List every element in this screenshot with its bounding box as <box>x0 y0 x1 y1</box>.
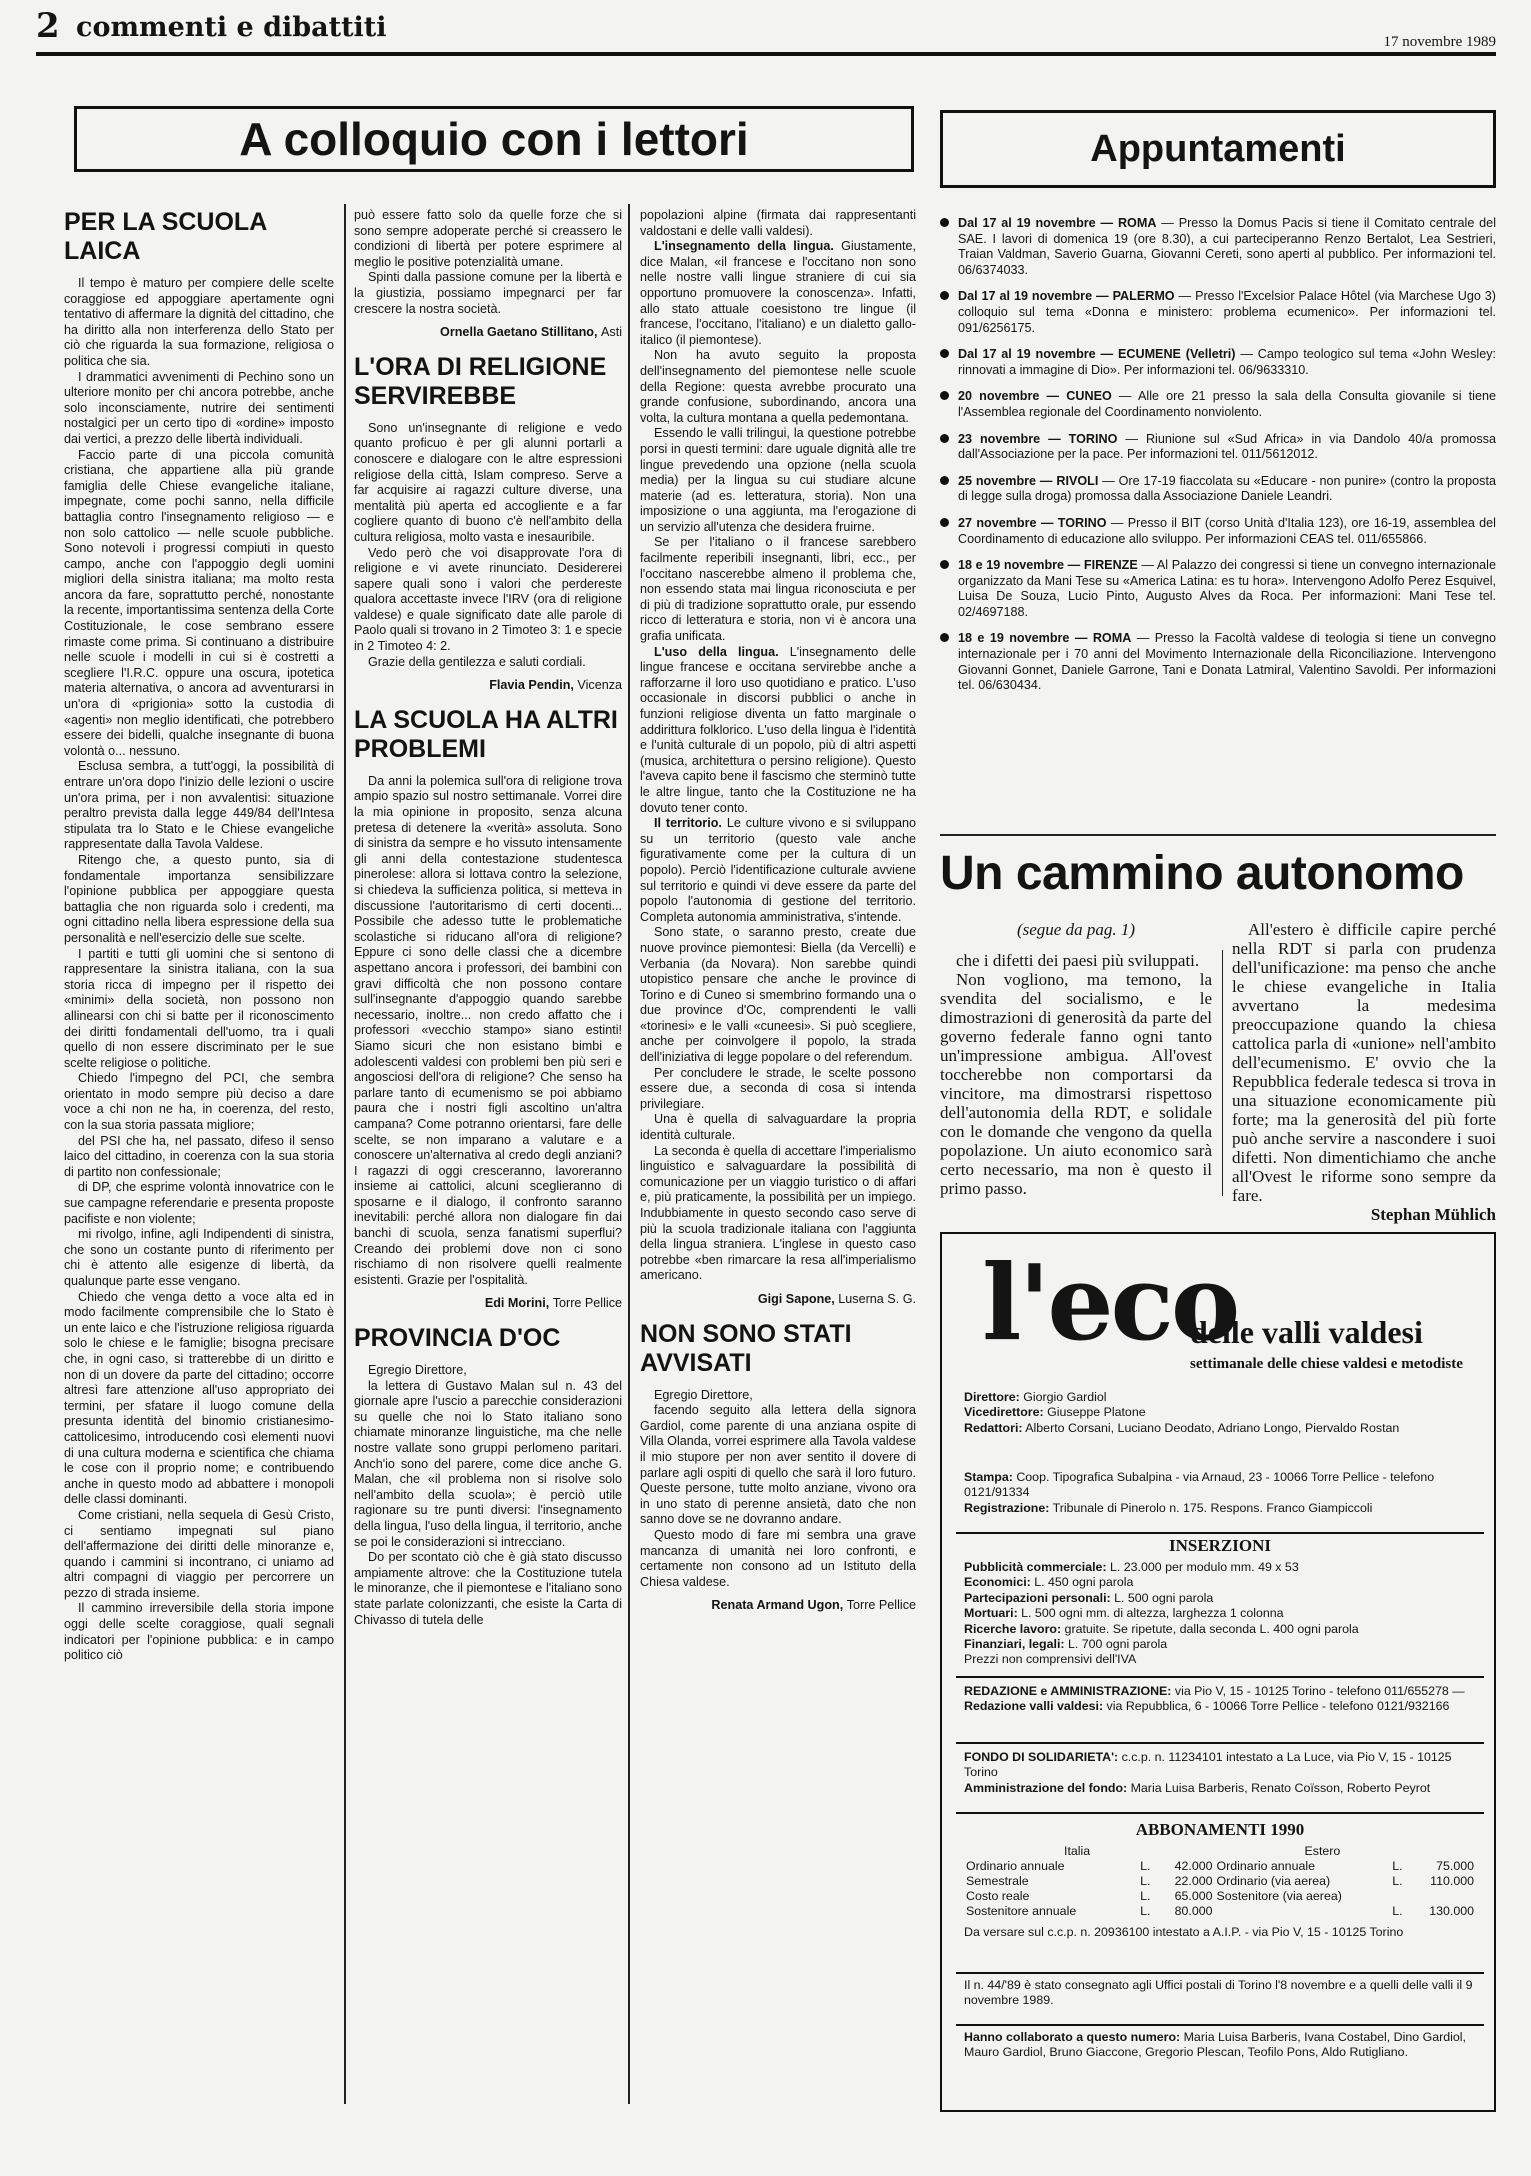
appointment-item <box>940 347 1496 378</box>
column-divider <box>1222 950 1223 1196</box>
subscription-cell: Ordinario (via aerea) <box>1216 1874 1331 1888</box>
letters-title: A colloquio con i lettori <box>239 113 749 165</box>
paragraph: può essere fatto solo da quelle forze che si sono sempre adoperate perché si creassero le condizioni di libertà per potere esprimere al meglio le positive potenzialità umane. <box>354 208 622 269</box>
subscription-cell: L. <box>1140 1874 1151 1888</box>
issue-date: 17 novembre 1989 <box>1383 34 1496 50</box>
payment-info: Da versare sul c.c.p. n. 20936100 intestato a A.I.P. - via Pio V, 15 - 10125 Torino <box>964 1925 1404 1939</box>
signature: Flavia Pendin, Vicenza <box>489 678 622 693</box>
paragraph: Do per scontato ciò che è già stato discusso ampiamente altrove: che la Costituzione tutela le minoranze, che il piemontese e l'italiano sono state parlate colonizzanti, che esiste la Carta di Chivasso di tutela delle <box>354 1550 622 1627</box>
paragraph: Come cristiani, nella sequela di Gesù Cristo, ci sentiamo impegnati sul piano dell'affermazione dei diritti delle minoranze e, quando i cammini si incontrano, ci uniamo ad altri compagni di viaggio per percorrere un pezzo di strada insieme. <box>64 1507 334 1600</box>
paragraph <box>640 1144 916 1284</box>
paragraph: Faccio parte di una piccola comunità cristiana, che appartiene alla più grande famiglia delle Chiese evangeliche italiane, impegnate, come pochi sanno, nella difficile battaglia contro l'insegnamento religioso — e non solo cattolico — nelle scuole pubbliche. Sono notevoli i progressi compiuti in questo campo, anche con l'appoggio degli uomini migliori della sinistra italiana; ma molto resta ancora da fare, soprattutto perché, nonostante la recente, importantissima sentenza della Corte Costituzionale, le cose sembrano essere rimaste come prima. Si continuano a distribuire nelle scuole i modelli in cui si è costretti a scegliere l'I.R.C. oppure una oscura, ipotetica materia alternativa, o ancora ad avventurarsi in un'ora di «prigionia» sotto la custodia di «agenti» non meglio identificati, che potrebbero essere dei bidelli, qualche insegnante di buona volontà o... nessuno. <box>64 447 334 758</box>
appointment-date: 27 novembre — TORINO <box>958 515 1107 530</box>
paragraph-text: Non ha avuto seguito la proposta dell'insegnamento del piemontese nelle scuole della Regione: questa avrebbe procurato una grande confusione, subordinando, ancora una volta, la cultura montana a quella pedemontana. <box>640 348 916 425</box>
header-rule <box>36 52 1496 56</box>
info-key: Amministrazione del fondo: <box>964 1780 1128 1795</box>
appointment-date: Dal 17 al 19 novembre — PALERMO <box>958 289 1175 304</box>
column-divider <box>628 204 630 2104</box>
appointments-title: Appuntamenti <box>1090 127 1346 170</box>
paragraph: Il cammino irreversibile della storia impone oggi delle scelte coraggiose, quali segnali indicatori per l'opinione pubblica: e in campo politico ciò <box>64 1601 334 1663</box>
article-title: NON SONO STATI AVVISATI <box>640 1319 852 1377</box>
cammino-author: Stephan Mühlich <box>1370 1205 1496 1224</box>
info-key: Registrazione: <box>964 1500 1050 1515</box>
ads-section <box>964 1534 1476 1668</box>
info-line <box>964 1591 1476 1606</box>
article-body <box>354 421 622 671</box>
info-key: Vicedirettore: <box>964 1405 1044 1420</box>
subscription-cell: Ordinario annuale <box>966 1859 1065 1873</box>
paragraph-text: Giustamente, dice Malan, «il francese e l'occitano non sono nelle nostre valli lingue straniere di cui sia opportuno promuovere la conoscenza». Infatti, allo stato attuale coesistono tre lingue (il francese, l'occitano, l'italiano) e un dialetto gallo-italico (il piemontese). <box>640 239 916 347</box>
info-line <box>964 1652 1476 1667</box>
bullet-icon <box>940 434 949 443</box>
article-body <box>354 1363 622 1628</box>
column-divider <box>344 204 346 2104</box>
paragraph-text: L'insegnamento delle lingue francese e occitana servirebbe anche a rafforzarne il loro uso quotidiano e pratico. L'uso occasionale in discorsi pubblici o anche in funzioni religiose diventa un fatto marginale o addirittura folklorico. L'uso della lingua è l'identità e l'unità culturale di un popolo, più di altri aspetti (musica, architettura o persino religione). Questo l'aveva capito bene il fascismo che sterminò tutte le altre lingue, tanto che la Costituzione ne ha dovuto tener conto. <box>640 644 916 815</box>
info-key: Stampa: <box>964 1470 1013 1484</box>
info-value: L. 450 ogni parola <box>1030 1575 1134 1590</box>
paragraph-lead: Il territorio. <box>654 816 722 831</box>
logo-subtitle: delle valli valdesi <box>1190 1314 1423 1350</box>
article-title: PER LA SCUOLA LAICA <box>64 208 267 265</box>
paragraph: All'estero è difficile capire perché nella RDT si parla con prudenza dell'unificazione: ma penso che anche le chiese evangeliche in Italia avvertano la medesima preoccupazione quando la chiesa cattolica parla di «unione» nell'ambito dell'ecumenismo. E' ovvio che la Repubblica federale tedesca si trova in una situazione economicamente più forte; ma la generosità del più forte può anche servire a nascondere i suoi difetti. Non dimentichiamo che anche all'Ovest le riforme sono sempre da fare. <box>1232 920 1496 1205</box>
appointment-text: — Campo teologico sul tema «John Wesley: rinnovati a immagine di Dio». Per informazioni tel. 06/9633310. <box>958 347 1496 377</box>
signature: Renata Armand Ugon, Torre Pellice <box>711 1598 916 1613</box>
bullet-icon <box>940 560 949 569</box>
info-line <box>964 1421 1476 1436</box>
subscription-cell: 22.000 <box>1174 1874 1213 1888</box>
article-title: PROVINCIA D'OC <box>354 1324 561 1353</box>
appointment-text: — Presso la Domus Pacis si tiene il Comitato centrale del SAE. I lavori di domenica 19 (ore 8.30), a cui parteciperanno Renzo Bertalot, Lea Sestrieri, Traian Valdman, Saverio Guarna, Giovanni Cereti, sono aperti al pubblico. Per informazioni tel. 06/6374033. <box>958 216 1496 277</box>
paragraph <box>640 1112 916 1143</box>
info-line <box>964 1622 1476 1637</box>
paragraph: del PSI che ha, nel passato, difeso il senso laico del cittadino, in coerenza con la sua storia di partito non confessionale; <box>64 1133 334 1179</box>
paragraph: I drammatici avvenimenti di Pechino sono un ulteriore monito per chi ancora potrebbe, anche solo inconsciamente, nutrire dei sentimenti nostalgici per un certo tipo di «ordine» imposto dai vertici, a prezzo delle libertà individuali. <box>64 369 334 446</box>
bullet-icon <box>940 476 949 485</box>
subscription-cell <box>1390 1889 1409 1904</box>
appointment-item <box>940 516 1496 547</box>
article-body <box>64 276 334 1664</box>
appointment-item <box>940 474 1496 505</box>
info-line <box>964 1470 1476 1501</box>
article-body <box>640 239 916 1284</box>
paragraph: Ritengo che, a questo punto, sia di fondamentale importanza sensibilizzare l'opinione pubblica per appoggiare questa battaglia che non riguarda solo i credenti, ma ogni cittadino nella libera espressione della sua personalità e nell'esercizio delle sue scelte. <box>64 852 334 945</box>
info-key: Economici: <box>964 1575 1031 1590</box>
info-key: Direttore: <box>964 1390 1020 1404</box>
appointment-date: 23 novembre — TORINO <box>958 431 1118 446</box>
paragraph: Egregio Direttore, <box>654 1387 753 1402</box>
subscriptions <box>964 1818 1476 1940</box>
paragraph: Sono un'insegnante di religione e vedo quanto proficuo è per gli alunni portarli a conoscere e dialogare con le altre espressioni religiose della città, Islam compreso. Serve a far acquisire ai ragazzi culture diverse, una mentalità più aperta ed accogliente e a far cogliere quanto di buono c'è nell'ambito della cultura religiosa, molto vasta e inesauribile. <box>354 420 622 544</box>
paragraph-lead: L'uso della lingua. <box>654 644 779 659</box>
appointment-item <box>940 432 1496 463</box>
paragraph <box>640 1066 916 1113</box>
info-key: Finanziari, legali: <box>964 1637 1065 1652</box>
section-title: commenti e dibattiti <box>76 12 387 43</box>
subscription-cell: L. <box>1392 1859 1403 1873</box>
info-line <box>964 1560 1476 1575</box>
paragraph <box>640 535 916 644</box>
cammino-title: Un cammino autonomo <box>940 847 1464 900</box>
signature: Edi Morini, Torre Pellice <box>484 1296 622 1311</box>
appointment-item <box>940 558 1496 620</box>
subscription-cell: Ordinario annuale <box>1216 1859 1316 1873</box>
paragraph: Vedo però che voi disapprovate l'ora di religione e vi avete rinunciato. Desidererei sapere quali sono i valori che perdereste qualora accettaste invece l'IRV (ora di religione valdese) e quale significato date alle parole di Paolo quali si trovano in 2 Timoteo 3: 1 e specie in 2 Timoteo 4: 2. <box>354 545 622 654</box>
subscriptions-table: Italia Estero Ordinario annuale L. 42.000 Ordinario annuale L. 75.000 Semestrale L. 22.000 Ordinario (via aerea) L. 110.000 Costo reale L. 65.000 Sostenitore (via aerea) Sostenitore annuale L. 80.000 L. 130.000 <box>966 1844 1474 1918</box>
subscription-cell: 130.000 <box>1429 1904 1474 1918</box>
bullet-icon <box>940 518 949 527</box>
paragraph: Esclusa sembra, a tutt'oggi, la possibilità di entrare un'ora dopo l'inizio delle lezioni o uscire un'ora prima, per i non avvalentisi: situazione peraltro prevista dalla legge 449/84 dell'Intesa stipulata tra lo Stato e le Chiese evangeliche rappresentate dalla Tavola Valdese. <box>64 759 334 852</box>
subscription-cell: 110.000 <box>1430 1874 1474 1888</box>
info-value: Coop. Tipografica Subalpina - via Arnaud, 23 - 10066 Torre Pellice - telefono 0121/91334 <box>964 1470 1435 1500</box>
paragraph-lead: L'insegnamento della lingua. <box>654 239 834 254</box>
article-title: L'ORA DI RELIGIONE SERVIREBBE <box>354 352 607 410</box>
divider <box>956 1742 1484 1744</box>
segue-note: (segue da pag. 1) <box>1016 920 1136 939</box>
paragraph <box>640 645 916 817</box>
bullet-icon <box>940 633 949 642</box>
printing-info <box>964 1470 1476 1516</box>
article-body <box>640 1388 916 1591</box>
appointment-item <box>940 289 1496 336</box>
subscription-cell: 65.000 <box>1174 1889 1213 1903</box>
cammino-col-a <box>940 920 1212 1198</box>
bullet-icon <box>940 349 949 358</box>
info-value: Giorgio Gardiol <box>1019 1390 1107 1404</box>
masthead-box <box>940 1232 1496 2112</box>
article-scuola-laica <box>64 198 334 1664</box>
column-3 <box>640 208 916 1626</box>
paragraph: Questo modo di fare mi sembra una grave mancanza di umanità nei loro confronti, e certamente non consono ad un Istituto della Chiesa valdese. <box>640 1527 916 1589</box>
info-value: Tribunale di Pinerolo n. 175. Respons. Franco Giampiccoli <box>1049 1500 1373 1515</box>
running-header <box>36 8 1496 48</box>
appointment-text: — Riunione sul «Sud Africa» in via Dandolo 40/a promossa dall'Associazione per la pace. Per informazioni tel. 011/5612012. <box>958 431 1496 462</box>
page-number: 2 <box>36 6 60 46</box>
paragraph: la lettera di Gustavo Malan sul n. 43 del giornale apre l'uscio a parecchie considerazioni su quelle che noi lo Stato italiano sono chiamate minoranze linguistiche, ma che nelle nostre vallate sono gruppi perlomeno paritari. Anch'io sono del parere, come dice anche G. Malan, che «il problema non si risolve solo nell'ambito della scuola»; è perciò utile ragionare su tre punti diversi: l'insegnamento della lingua, l'uso della lingua, il territorio, anche se poi le considerazioni si intrecciano. <box>354 1378 622 1549</box>
paragraph: di DP, che esprime volontà innovatrice con le sue campagne referendarie e presenta proposte pacifiste e non violente; <box>64 1180 334 1226</box>
subscription-row <box>964 1889 1476 1904</box>
appointment-date: Dal 17 al 19 novembre — ROMA <box>958 216 1157 230</box>
subscription-cell: L. <box>1140 1904 1151 1918</box>
paragraph: Il tempo è maturo per compiere delle scelte coraggiose ed appoggiare apertamente ogni tentativo di affermare la dignità del cittadino, che ha diritto alla non interferenza dello Stato per ciò che riguarda la sua formazione, religiosa o politica che sia. <box>64 276 334 368</box>
eco-logo: l'eco <box>982 1241 1238 1364</box>
divider <box>956 2024 1484 2026</box>
info-line <box>964 1390 1476 1405</box>
bullet-icon <box>940 218 949 227</box>
paragraph-text: Le culture vivono e si sviluppano su un territorio (questo vale anche figurativamente come per la cultura di un popolo). Perciò l'identificazione culturale avviene sul territorio e quindi vi deve essere da parte del popolo l'autonomia di gestione del territorio. Completa autonomia amministrativa, s'intende. <box>640 816 916 924</box>
article-title: LA SCUOLA HA ALTRI PROBLEMI <box>354 705 618 763</box>
info-line <box>964 1606 1476 1621</box>
subscription-cell: Costo reale <box>966 1889 1030 1903</box>
info-key: FONDO DI SOLIDARIETA': <box>964 1750 1119 1764</box>
appointment-date: 18 e 19 novembre — ROMA <box>958 631 1132 646</box>
paragraph: Da anni la polemica sull'ora di religione trova ampio spazio sul nostro settimanale. Vorrei dire la mia opinione in proposito, senza alcuna pretesa di detenere la «verità» assoluta. Sono di sinistra da sempre e ho vissuto intensamente gli anni della contestazione studentesca pinerolese: allora si lottava contro la selezione, si chiedeva la sufficienza politica, si metteva in discussione l'autoritarismo di certi docenti... Possibile che adesso tutte le problematiche scolastiche si riducano all'ora di religione? Eppure ci sono delle classi che a dicembre aspettano ancora i professori, dei bambini con gravi difficoltà che non possono contare sull'insegnante d'appoggio quando sarebbe necessario, inoltre... non credo affatto che i professori «vecchio stampo» siano estinti! Siamo sicuri che non esistano bimbi e adolescenti valdesi con problemi ben più seri e angosciosi dell'ora di religione? Che senso ha parlare tanto di ecumenismo se poi abbiamo paura che i nostri figli ascoltino un'altra campana? Come potranno orientarsi, fare delle scelte, se non imparano a valutare e a conoscere un'alternativa al credo degli anziani? I ragazzi di oggi cresceranno, lavoreranno insieme ai cattolici, alcuni sceglieranno di sposarne e il dialogo, il confronto saranno inevitabili: perché allora non dialogare fin dai banchi di scuola, senza fanatismi superflui? Creando dei problemi dove non ci sono rischiamo di non risolvere quelli realmente esistenti. Grazie per l'ospitalità. <box>354 773 622 1287</box>
divider <box>956 1676 1484 1678</box>
delivery-note: Il n. 44/'89 è stato consegnato agli Uffici postali di Torino l'8 novembre e a quelli delle valli il 9 novembre 1989. <box>964 1978 1473 2008</box>
paragraph: Grazie della gentilezza e saluti cordiali. <box>368 654 586 669</box>
paragraph-text: Essendo le valli trilingui, la questione potrebbe porsi in questi termini: dare uguale dignità alle tre lingue prevedendo una opzione (nella scuola media) per la lingua su cui studiare alcune materie (ad es. letteratura, storia). Non una imposizione o una aggiunta, ma l'erogazione di un servizio all'utenza che desidera fruirne. <box>640 426 916 534</box>
info-line <box>964 1575 1476 1590</box>
paragraph <box>640 925 916 1065</box>
subscription-cell: 75.000 <box>1436 1859 1474 1873</box>
subscription-cell: 80.000 <box>1174 1904 1213 1918</box>
appointment-text: — Al Palazzo dei congressi si tiene un convegno internazionale organizzato da Mani Tese su «America Latina: es tu hora». Intervengono Adolfo Perez Esquivel, Luisa De Souza, Lucio Pinto, Augusto Alves da Roca. Per informazioni: Mani Tese tel. 02/4697188. <box>958 558 1496 619</box>
solidarity-fund <box>964 1750 1476 1796</box>
subscription-cell: Sostenitore annuale <box>966 1904 1077 1918</box>
subscription-row <box>964 1874 1476 1889</box>
appointment-text: — Presso l'Excelsior Palace Hôtel (via Marchese Ugo 3) colloquio sul tema «Donna e ministero: problema ecumenico». Per informazioni tel. 091/6256175. <box>958 289 1496 335</box>
info-key: Redattori: <box>964 1420 1023 1435</box>
subscriptions-title: ABBONAMENTI 1990 <box>1135 1820 1305 1839</box>
info-value: Alberto Corsani, Luciano Deodato, Adriano Longo, Piervaldo Rostan <box>1022 1420 1400 1435</box>
divider <box>956 1812 1484 1814</box>
subscription-row <box>964 1859 1476 1874</box>
info-key: Partecipazioni personali: <box>964 1590 1111 1605</box>
contributors: Hanno collaborato a questo numero: Maria Luisa Barberis, Ivana Costabel, Dino Gardiol, Mauro Gardiol, Bruno Giaccone, Gregorio Plescan, Teofilo Pons, Aldo Rutigliano. <box>964 2030 1466 2060</box>
info-key: Ricerche lavoro: <box>964 1621 1062 1636</box>
appointment-item <box>940 216 1496 278</box>
paragraph <box>640 239 916 348</box>
paragraph: Egregio Direttore, <box>368 1363 467 1378</box>
paragraph-text: Sono state, o saranno presto, create due nuove province piemontesi: Biella (da Vercelli) e Verbania (da Novara). Non sarebbe quindi utopistico pensare che anche le province di Torino e di Cuneo si smembrino formando una o due province d'Oc, comprendenti le valli «torinesi» e le valli «cuneesi». Si può scegliere, anche per coinvolgere il popolo, la strada dell'iniziativa di legge popolare o del referendum. <box>640 925 916 1065</box>
editorial-office: REDAZIONE e AMMINISTRAZIONE: via Pio V, 15 - 10125 Torino - telefono 011/655278 — Redazione valli valdesi: via Repubblica, 6 - 10066 Torre Pellice - telefono 0121/932166 <box>964 1684 1465 1714</box>
info-value: L. 700 ogni parola <box>1064 1637 1168 1652</box>
paragraph: Chiedo che venga detto a voce alta ed in modo facilmente comprensibile che lo Stato è un ente laico e che l'istruzione religiosa riguarda solo le chiese e le famiglie; bisogna precisare che, in ogni caso, si tratterebbe di un diritto e non di un dovere da parte del cittadino; occorre altresì fare attenzione all'uso appropriato dei termini, per sfatare il luogo comune della presunta identità del binomio cristianesimo-cattolicesimo, introducendo così elementi nuovi di una cultura moderna e scientifica che chiama le cose con il proprio nome; e contribuendo anche in questo modo ad abbattere i monopoli delle classi dominanti. <box>64 1289 334 1507</box>
bullet-icon <box>940 391 949 400</box>
paragraph: popolazioni alpine (firmata dai rappresentanti valdostani e delle valli valdesi). <box>640 208 916 238</box>
appointments-title-box <box>940 110 1496 188</box>
appointment-date: Dal 17 al 19 novembre — ECUMENE (Velletri) <box>958 347 1236 362</box>
info-value: Prezzi non comprensivi dell'IVA <box>964 1652 1137 1667</box>
appointment-text: — Presso il BIT (corso Unità d'Italia 123), ore 16-19, assemblea del Coordinamento di educazione allo sviluppo. Per informazioni CEAS tel. 011/655866. <box>958 515 1496 546</box>
appointment-text: — Alle ore 21 presso la sala della Consulta giovanile si tiene l'Assemblea regionale del Coordinamento nonviolento. <box>958 389 1496 419</box>
appointment-text: — Ore 17-19 fiaccolata su «Educare - non punire» (contro la proposta di legge sulla droga) promossa dalla Associazione Daniele Leandri. <box>958 473 1496 504</box>
paragraph <box>640 426 916 535</box>
letters-title-box <box>74 106 914 172</box>
subscription-cell: L. <box>1140 1859 1151 1873</box>
info-value: L. 500 ogni parola <box>1110 1590 1214 1605</box>
paragraph: mi rivolgo, infine, agli Indipendenti di sinistra, che sono un costante punto di riferimento per chi è attento alle esigenze di libertà, da qualunque parte esse vengano. <box>64 1227 334 1288</box>
paragraph-text: La seconda è quella di accettare l'imperialismo linguistico e salvaguardare la possibilità di comunicazione per un viaggio turistico o di affari e, più praticamente, la possibilità per un impiego. Indubbiamente in questo secondo caso serve di più la scuola tradizionale italiana con l'aggiunta della lingua straniera. L'inglese in questo caso potrebbe «ben rimarcare la resa all'imperialismo americano. <box>640 1143 916 1283</box>
ads-title: INSERZIONI <box>1168 1536 1272 1555</box>
signature: Ornella Gaetano Stillitano, Asti <box>440 325 622 340</box>
paragraph <box>640 348 916 426</box>
subscription-cell <box>1215 1904 1391 1919</box>
info-key: Pubblicità commerciale: <box>964 1560 1107 1574</box>
subscription-cell: L. <box>1140 1889 1151 1903</box>
info-value: Giuseppe Platone <box>1043 1405 1146 1420</box>
info-line <box>964 1750 1476 1781</box>
subscription-cell: L. <box>1392 1904 1403 1918</box>
subscription-cell <box>1410 1889 1476 1904</box>
paragraph: Non vogliono, ma temono, la svendita del socialismo, e le dimostrazioni di generosità da parte del governo federale fanno ogni tanto un'impressione ambigua. All'ovest toccherebbe non comportarsi da vincitore, ma dimostrarsi rispettoso dell'autonomia della RDT, e solidale con le domande che vengono da quella popolazione. Un aiuto economico sarà certo necessario, ma non è questo il primo passo. <box>940 970 1212 1198</box>
appointment-date: 20 novembre — CUNEO <box>958 389 1112 404</box>
info-line <box>964 1781 1476 1796</box>
cammino-col-b <box>1232 920 1496 1224</box>
appointment-text: — Presso la Facoltà valdese di teologia si tiene un convegno internazionale per i 70 anni del Movimento Internazionale della Riconciliazione. Intervengono Giovanni Gonnet, Daniele Garrone, Tani e Donata Latmiral, Valentino Savoldi. Per informazioni tel. 06/630434. <box>958 631 1497 693</box>
divider <box>956 1972 1484 1974</box>
signature: Gigi Sapone, Luserna S. G. <box>757 1291 916 1306</box>
subscription-cell: 42.000 <box>1174 1859 1213 1873</box>
appointment-item <box>940 389 1496 420</box>
paragraph <box>640 816 916 925</box>
info-value: L. 500 ogni mm. di altezza, larghezza 1 colonna <box>1017 1606 1284 1621</box>
info-line <box>964 1637 1476 1652</box>
bullet-icon <box>940 291 949 300</box>
info-line <box>964 1405 1476 1420</box>
appointment-date: 25 novembre — RIVOLI <box>958 473 1099 488</box>
article-body <box>354 774 622 1289</box>
info-key: Mortuari: <box>964 1606 1018 1621</box>
subscription-cell: Sostenitore (via aerea) <box>1216 1889 1342 1903</box>
info-value: c.c.p. n. 11234101 intestato a La Luce, via Pio V, 15 - 10125 Torino <box>964 1750 1452 1780</box>
paragraph-text: Per concludere le strade, le scelte possono essere due, a seconda di cosa si intenda privilegiare. <box>640 1065 916 1111</box>
appointments-list <box>940 216 1496 705</box>
subscription-row <box>964 1904 1476 1919</box>
paragraph-text: Se per l'italiano o il francese sarebbero facilmente reperibili insegnanti, libri, ecc., per l'occitano nascerebbe almeno il problema che, non essendo stata mai lingua riconosciuta e per di più di tradizione soprattutto orale, pur essendo ricco di letteratura e storia, non vi è ancora una grafia unificata. <box>640 535 916 644</box>
appointment-date: 18 e 19 novembre — FIRENZE <box>958 558 1138 573</box>
info-value: L. 23.000 per modulo mm. 49 x 53 <box>1106 1560 1299 1574</box>
appointment-item <box>940 631 1496 693</box>
logo-tagline: settimanale delle chiese valdesi e metodiste <box>1190 1356 1463 1372</box>
info-value: Maria Luisa Barberis, Renato Coïsson, Roberto Peyrot <box>1127 1780 1431 1795</box>
paragraph: Chiedo l'impegno del PCI, che sembra orientato in modo sempre più deciso a dare voce a chi non ne ha, in coerenza, del resto, con la sua storia passata migliore; <box>64 1071 334 1133</box>
column-2 <box>354 208 622 1628</box>
paragraph: che i difetti dei paesi più sviluppati. <box>956 951 1200 970</box>
paragraph-text: Una è quella di salvaguardare la propria identità culturale. <box>640 1112 916 1143</box>
paragraph: facendo seguito alla lettera della signora Gardiol, come parente di una anziana ospite di Villa Olanda, vorrei esprimere alla Tavola valdese il mio stupore per non aver sentito il dovere di parlare agli ospiti di quello che sarà il loro futuro. Queste persone, tutte molto anziane, vivono ora in uno stato di perenne ansietà, dato che non sanno dove se ne dovranno andare. <box>640 1403 916 1527</box>
paragraph: I partiti e tutti gli uomini che si sentono di rappresentare la sinistra italiana, con la sua storia ricca di impegno per il rispetto dei «minimi» della società, non possono non allinearsi con chi si batte per il riconoscimento dei diritti fondamentali dell'uomo, tra i quali quello di non essere discriminato per le sue scelte religiose o politiche. <box>64 946 334 1070</box>
staff-list <box>964 1390 1476 1436</box>
section-rule <box>940 834 1496 836</box>
subscription-cell: Semestrale <box>966 1874 1029 1888</box>
info-line <box>964 1501 1476 1516</box>
info-value: gratuite. Se ripetute, dalla seconda L. 400 ogni parola <box>1061 1621 1359 1636</box>
subscription-cell: L. <box>1392 1874 1403 1888</box>
paragraph: Spinti dalla passione comune per la libertà e la giustizia, possiamo impegnarci per far crescere la nostra società. <box>354 270 622 316</box>
